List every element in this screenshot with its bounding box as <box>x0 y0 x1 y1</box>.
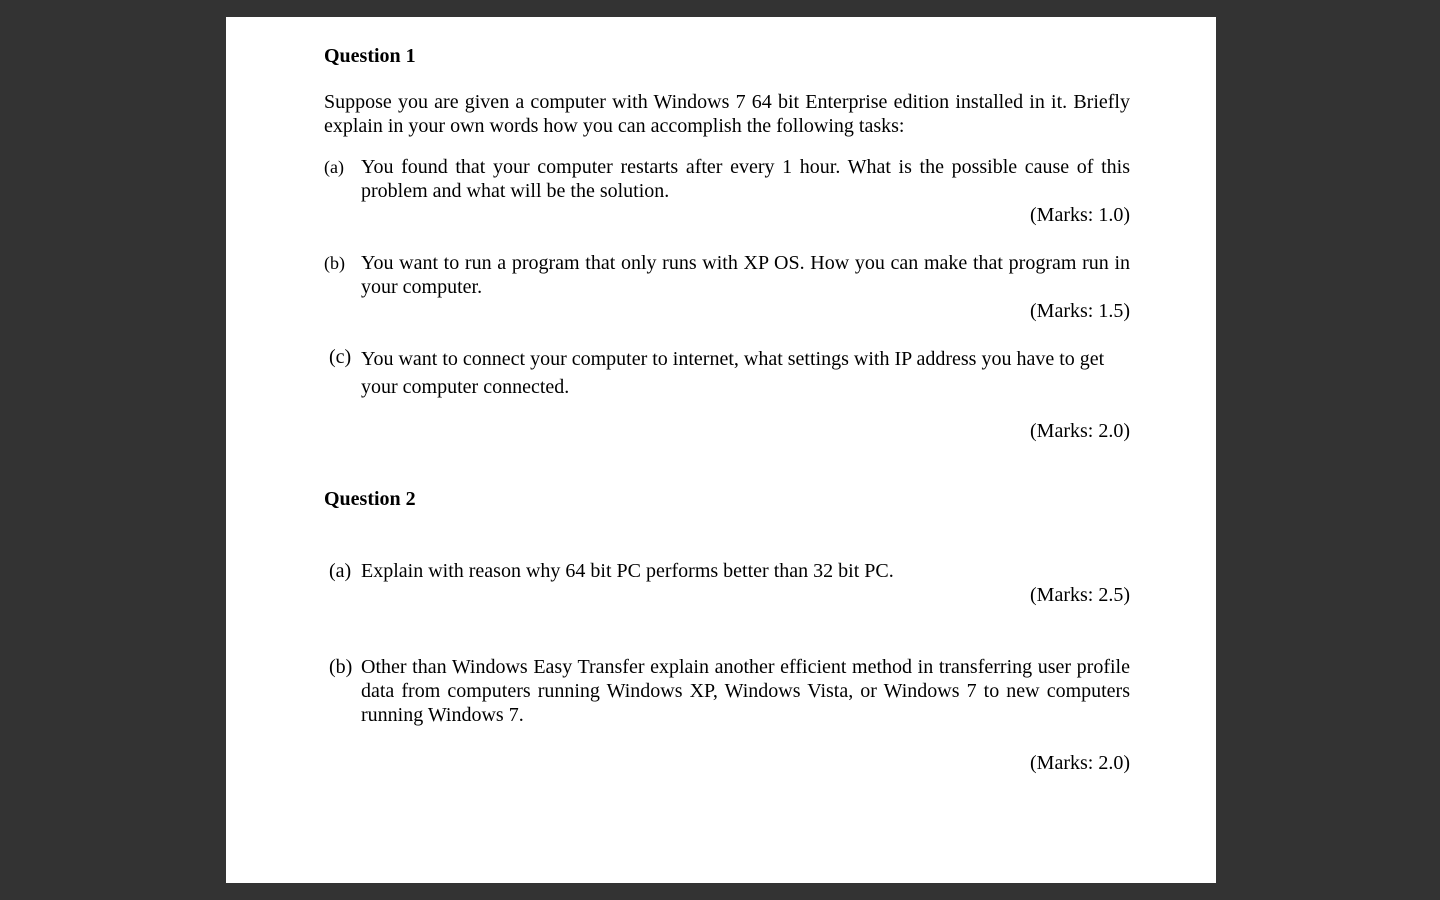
question-1-intro: Suppose you are given a computer with Windows 7 64 bit Enterprise edition installed in it. Briefly explain in your own words how you can accomplish the following tasks: <box>324 91 1130 137</box>
question-1-part-b-marks: (Marks: 1.5) <box>1030 300 1130 322</box>
part-label: (b) <box>329 656 353 678</box>
part-text: Other than Windows Easy Transfer explain another efficient method in transferring user profile data from computers running Windows XP, Windows Vista, or Windows 7 to new computers running Windows 7. <box>361 656 1130 726</box>
question-2-part-a-marks: (Marks: 2.5) <box>1030 584 1130 606</box>
question-1-title: Question 1 <box>324 45 416 67</box>
part-text: You want to run a program that only runs with XP OS. How you can make that program run in your computer. <box>361 252 1130 298</box>
question-2-part-b <box>324 655 1130 727</box>
question-2-part-a <box>324 559 1130 583</box>
question-1-part-b <box>324 251 1130 299</box>
question-2-part-b-marks: (Marks: 2.0) <box>1030 752 1130 774</box>
part-label: (c) <box>329 346 352 368</box>
question-1-part-a-marks: (Marks: 1.0) <box>1030 204 1130 226</box>
part-label: (a) <box>329 560 352 582</box>
document-page <box>226 17 1216 883</box>
part-label: (a) <box>324 157 344 177</box>
question-1-part-c-marks: (Marks: 2.0) <box>1030 420 1130 442</box>
question-1-part-c <box>324 345 1130 401</box>
part-text: You found that your computer restarts after every 1 hour. What is the possible cause of this problem and what will be the solution. <box>361 156 1130 202</box>
part-label: (b) <box>324 253 345 273</box>
part-text: You want to connect your computer to internet, what settings with IP address you have to get your computer connected. <box>361 348 1105 398</box>
part-text: Explain with reason why 64 bit PC performs better than 32 bit PC. <box>361 560 894 582</box>
question-1-part-a <box>324 155 1130 203</box>
question-2-title: Question 2 <box>324 488 416 510</box>
